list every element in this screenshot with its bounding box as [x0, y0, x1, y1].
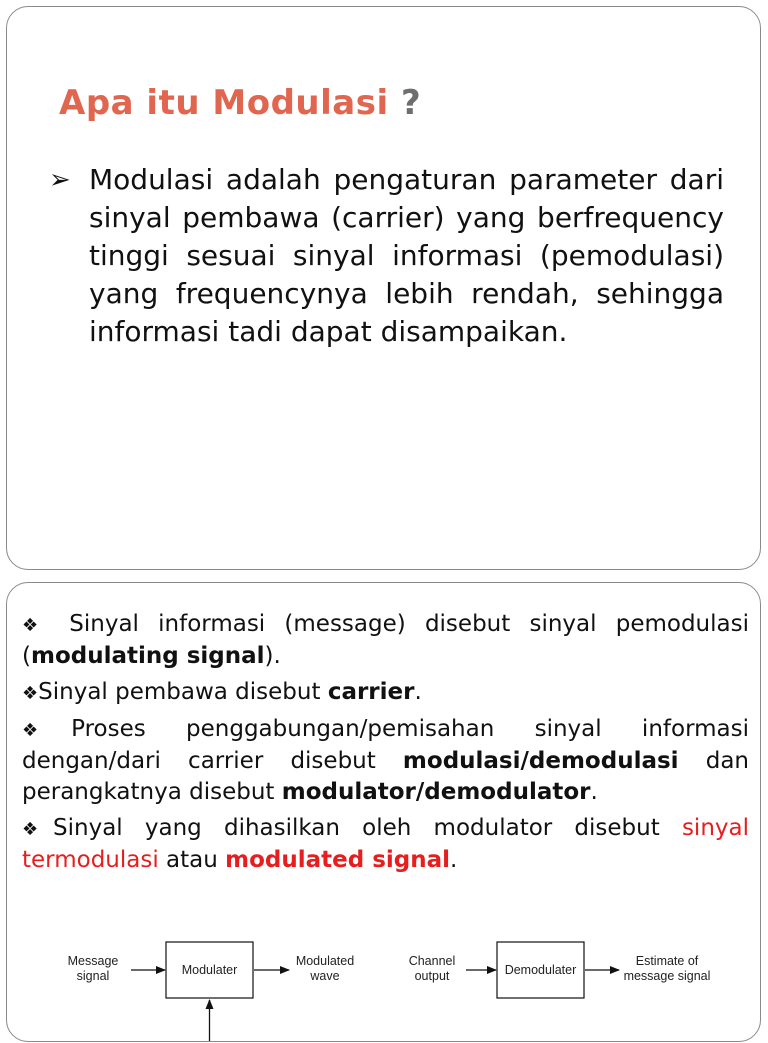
item-text: .	[590, 779, 598, 805]
modulated-wave-label-2: wave	[310, 969, 340, 983]
title-text: Apa itu Modulasi	[59, 83, 389, 123]
item-text-bold: carrier	[327, 679, 415, 705]
modulation-block-diagram	[7, 923, 759, 1043]
list-item	[22, 714, 749, 808]
diamond-bullet-icon: ❖	[22, 683, 39, 704]
item-text: dan perangkatnya disebut	[22, 748, 749, 805]
diamond-bullet-icon: ❖	[22, 615, 51, 636]
item-text-bold: modulator/demodulator	[281, 779, 591, 805]
modulated-wave-label-1: Modulated	[295, 954, 355, 968]
slide-2	[6, 582, 761, 1042]
item-text-red-bold: modulated signal	[225, 847, 451, 873]
item-text: .	[450, 847, 458, 873]
item-text-red: sinyal termodulasi	[22, 815, 749, 873]
definition-text: Modulasi adalah pengaturan parameter dari sinyal pembawa (carrier) yang berfrequency tinggi sesuai sinyal informasi (pemodulasi) yang frequencynya lebih rendah, sehingga informasi tadi dapat disampaikan.	[89, 163, 724, 348]
item-text-bold: modulasi/demodulasi	[402, 748, 679, 774]
item-text: Sinyal pembawa disebut	[38, 679, 328, 705]
item-text-bold: modulating signal	[30, 643, 265, 669]
item-text: .	[414, 679, 422, 705]
title-question-mark: ?	[400, 83, 422, 123]
diamond-bullet-icon: ❖	[22, 819, 54, 840]
arrow-bullet-icon: ➢	[49, 165, 71, 195]
estimate-label-2: message signal	[623, 969, 711, 983]
item-text: ).	[264, 643, 281, 669]
channel-output-label-2: output	[414, 969, 450, 983]
list-item	[22, 677, 749, 709]
modulater-label: Modulater	[181, 963, 238, 977]
estimate-label-1: Estimate of	[635, 954, 699, 968]
message-signal-label-2: signal	[76, 969, 110, 983]
list-item	[22, 813, 749, 876]
slide-title	[59, 83, 421, 123]
item-text: Proses penggabungan/pemisahan sinyal informasi dengan/dari carrier disebut	[22, 716, 749, 774]
terms-list	[22, 609, 749, 881]
message-signal-label-1: Message	[67, 954, 119, 968]
channel-output-label-1: Channel	[408, 954, 456, 968]
demodulater-label: Demodulater	[504, 963, 577, 977]
item-text: Sinyal yang dihasilkan oleh modulator disebut	[53, 815, 682, 841]
item-text: Sinyal informasi (message) disebut sinyal pemodulasi (	[22, 611, 749, 669]
list-item	[22, 609, 749, 672]
diamond-bullet-icon: ❖	[22, 720, 72, 741]
item-text: atau	[158, 847, 226, 873]
slide-1	[6, 6, 761, 570]
